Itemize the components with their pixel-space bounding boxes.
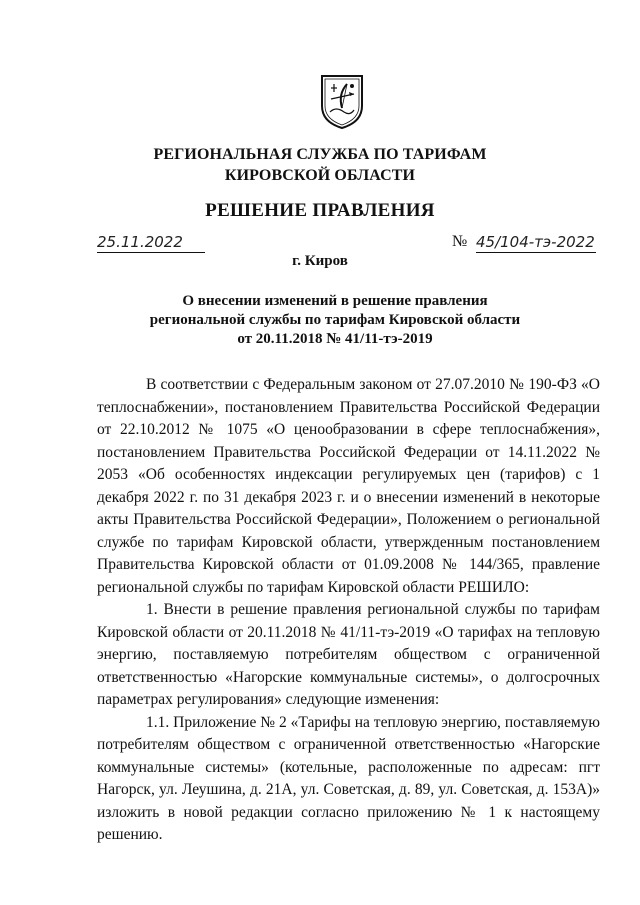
number-label: № (452, 233, 468, 250)
kirov-coat-of-arms-icon (318, 72, 366, 130)
subject-line3: от 20.11.2018 № 41/11-тэ-2019 (237, 331, 433, 347)
org-name-line2: КИРОВСКОЙ ОБЛАСТИ (224, 167, 416, 184)
document-subject (120, 292, 550, 349)
org-name-line1: РЕГИОНАЛЬНАЯ СЛУЖБА ПО ТАРИФАМ (153, 146, 487, 163)
city: г. Киров (292, 253, 348, 269)
document-type: РЕШЕНИЕ ПРАВЛЕНИЯ (205, 200, 435, 221)
document-number: 45/104-тэ-2022 (476, 233, 595, 251)
body-paragraph-item-1-1: 1.1. Приложение № 2 «Тарифы на тепловую энергию, поставляемую потребителям обществом с ограниченной ответственностью «Нагорские коммунальные системы» (котельные, расположенные по адресам: пгт Нагорск, ул. Леушина, д. 21А, ул. Советская, д. 89, ул. Советская, д. 153А)» изложить в новой редакции согласно приложению № 1 к настоящему решению. (97, 713, 600, 843)
subject-line1: О внесении изменений в решение правления (182, 293, 488, 309)
subject-line2: региональной службы по тарифам Кировской области (149, 312, 521, 328)
document-body (97, 374, 600, 847)
document-date: 25.11.2022 (97, 232, 205, 253)
body-paragraph-preamble: В соответствии с Федеральным законом от 27.07.2010 № 190-ФЗ «О теплоснабжении», постановлением Правительства Российской Федерации от 22.10.2012 № 1075 «О ценообразовании в сфере теплоснабжения», постановлением Правительства Российской Федерации от 14.11.2022 № 2053 «Об особенностях индексации регулируемых цен (тарифов) с 1 декабря 2022 г. по 31 декабря 2023 г. и о внесении изменений в некоторые акты Правительства Российской Федерации», Положением о региональной службе по тарифам Кировской области, утвержденным постановлением Правительства Кировской области от 01.09.2008 № 144/365, правление региональной службы по тарифам Кировской области РЕШИЛО: (97, 376, 600, 596)
body-paragraph-item-1: 1. Внести в решение правления региональной службы по тарифам Кировской области от 20.11.2018 № 41/11-тэ-2019 «О тарифах на тепловую энергию, поставляемую потребителям обществом с ограниченной ответственностью «Нагорские коммунальные системы», о долгосрочных параметрах регулирования» следующие изменения: (97, 601, 600, 708)
